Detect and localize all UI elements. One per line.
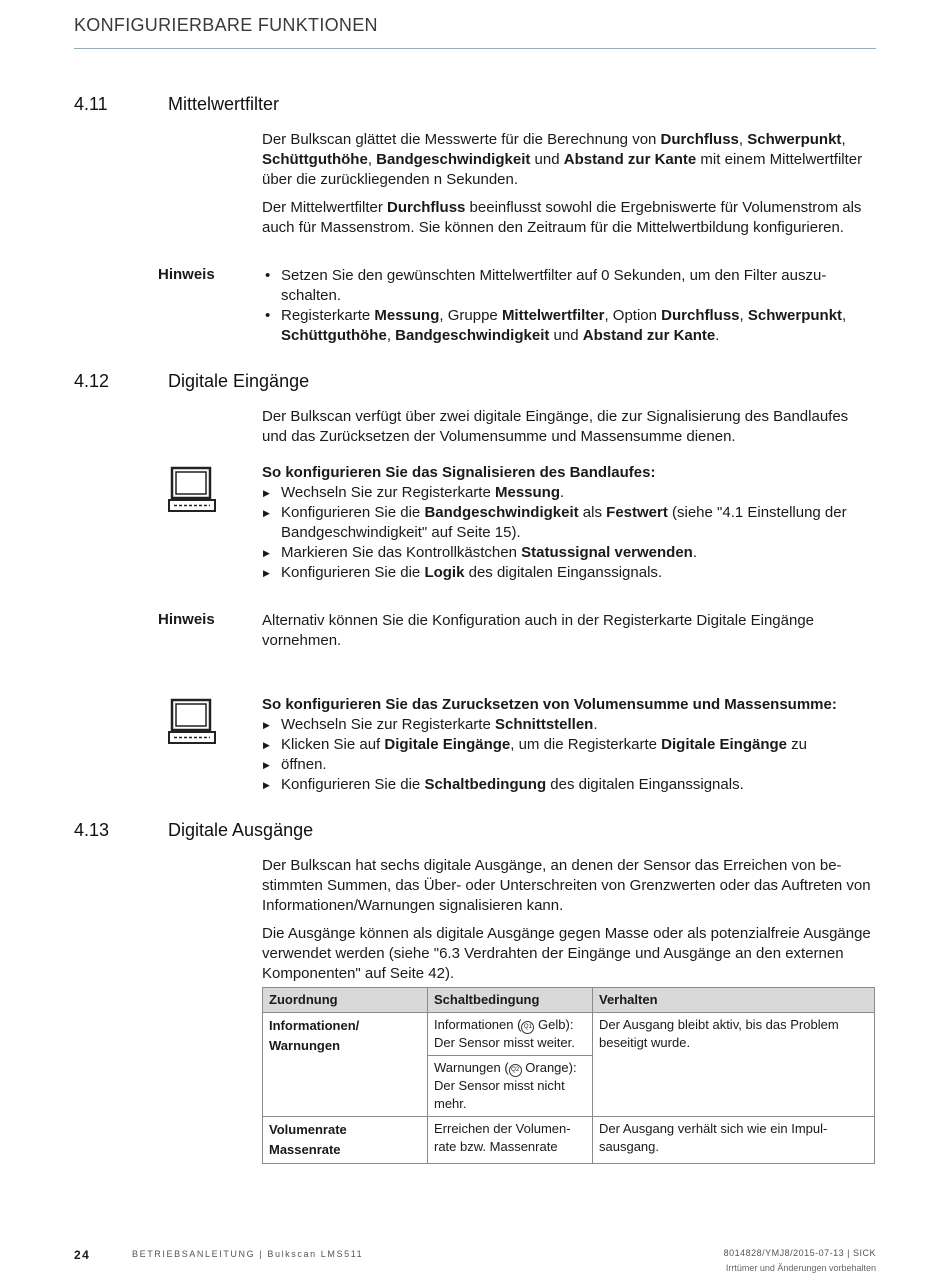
note-bullets	[262, 266, 876, 346]
output-q1-icon: Q1	[521, 1021, 534, 1034]
list-item: • Registerkarte Messung, Gruppe Mittelwertfilter, Option Durchfluss, Schwerpunkt, Schüttguthöhe, Bandgeschwindigkeit und Abstand zur Kante.	[262, 306, 876, 346]
paragraph: Der Bulkscan hat sechs digitale Ausgänge, an denen der Sensor das Erreichen von bestimmten Summen, das Über- oder Unterschreiten von Grenzwerten oder das Auftreten von Informationen/Warnungen signalisieren kann.	[262, 857, 871, 914]
table-cell: Volumenrate Massenrate	[263, 1117, 428, 1164]
step-item: ▶ öffnen.	[262, 755, 876, 775]
step-item: ▶ Markieren Sie das Kontrollkästchen Statussignal verwenden.	[262, 543, 876, 563]
paragraph: Der Bulkscan glättet die Messwerte für die Berechnung von Durchfluss, Schwerpunkt, Schüttguthöhe, Bandgeschwindigkeit und Abstand zur Kante mit einem Mittelwertfilter über die zurückliegenden n Sekunden.	[262, 131, 863, 188]
table-cell: Erreichen der Volumenrate bzw. Massenrate	[428, 1117, 593, 1164]
step-item: ▶ Konfigurieren Sie die Bandgeschwindigkeit als Festwert (siehe "4.1 Einstellung der Bandgeschwindigkeit" auf Seite 15).	[262, 503, 876, 543]
document-title: BETRIEBSANLEITUNG | Bulkscan LMS511	[132, 1249, 364, 1259]
running-header: KONFIGURIERBARE FUNKTIONEN	[74, 15, 378, 35]
computer-icon	[168, 466, 216, 514]
output-q2-icon: Q2	[509, 1064, 522, 1077]
table-row	[263, 1117, 875, 1164]
computer-icon	[168, 698, 216, 746]
note-text: Alternativ können Sie die Konfiguration auch in der Registerkarte Digitale Eingänge vornehmen.	[262, 612, 815, 649]
section-number: 4.13	[74, 820, 110, 840]
table-header-row	[263, 988, 875, 1013]
disclaimer: Irrtümer und Änderungen vorbehalten	[725, 1263, 876, 1273]
list-item: • Setzen Sie den gewünschten Mittelwertfilter auf 0 Sekunden, um den Filter auszuschalten.	[262, 266, 876, 306]
column-header: Schaltbedingung	[428, 988, 593, 1013]
table-cell: Der Ausgang verhält sich wie ein Impulsausgang.	[593, 1117, 875, 1164]
page-number: 24	[74, 1248, 91, 1262]
note-label: Hinweis	[158, 611, 215, 628]
table-row	[263, 1013, 875, 1056]
table-cell: Warnungen ( Q2 Orange): Der Sensor misst nicht mehr.	[428, 1056, 593, 1117]
procedure-zuruecksetzen	[262, 695, 876, 795]
outputs-table-wrap	[262, 987, 875, 1164]
section-4-13-body	[262, 856, 876, 992]
procedure-bandlauf	[262, 463, 876, 583]
section-title: Digitale Ausgänge	[168, 820, 314, 840]
procedure-title: So konfigurieren Sie das Signalisieren des Bandlaufes:	[262, 464, 656, 481]
step-item: ▶ Wechseln Sie zur Registerkarte Schnittstellen.	[262, 715, 876, 735]
column-header: Verhalten	[593, 988, 875, 1013]
section-title: Mittelwertfilter	[168, 94, 280, 114]
column-header: Zuordnung	[263, 988, 428, 1013]
note-label: Hinweis	[158, 266, 215, 283]
table-cell: Informationen ( Q1 Gelb): Der Sensor misst weiter.	[428, 1013, 593, 1056]
paragraph: Die Ausgänge können als digitale Ausgänge gegen Masse oder als potenzialfreie Ausgänge verwendet werden (siehe "6.3 Verdrahten der Eingänge und Ausgänge an den externen Komponenten" auf Seite 42).	[262, 925, 871, 982]
paragraph: Der Bulkscan verfügt über zwei digitale Eingänge, die zur Signalisierung des Bandlaufes und das Zurücksetzen der Volumensumme und Massensumme dienen.	[262, 408, 849, 445]
section-number: 4.12	[74, 371, 110, 391]
procedure-title: So konfigurieren Sie das Zurucksetzen von Volumensumme und Massensumme:	[262, 696, 837, 713]
paragraph: Der Mittelwertfilter Durchfluss beeinflusst sowohl die Ergebniswerte für Volumenstrom als auch für Massenstrom. Sie können den Zeitraum für die Mittelwertbildung konfigurieren.	[262, 199, 862, 236]
section-number: 4.11	[74, 94, 108, 114]
table-cell: Der Ausgang bleibt aktiv, bis das Problem beseitigt wurde.	[593, 1013, 875, 1117]
step-item: ▶ Konfigurieren Sie die Schaltbedingung des digitalen Einganssignals.	[262, 775, 876, 795]
section-4-11-body	[262, 130, 876, 246]
step-item: ▶ Wechseln Sie zur Registerkarte Messung.	[262, 483, 876, 503]
outputs-table	[262, 987, 875, 1164]
header-divider	[74, 48, 876, 49]
section-4-12-intro	[262, 407, 876, 455]
step-item: ▶ Konfigurieren Sie die Logik des digitalen Einganssignals.	[262, 563, 876, 583]
step-item: ▶ Klicken Sie auf Digitale Eingänge, um die Registerkarte Digitale Eingänge zu	[262, 735, 876, 755]
document-reference: 8014828/YMJ8/2015-07-13 | SICK	[723, 1248, 876, 1258]
section-title: Digitale Eingänge	[168, 371, 310, 391]
table-cell: Informationen/ Warnungen	[263, 1013, 428, 1117]
